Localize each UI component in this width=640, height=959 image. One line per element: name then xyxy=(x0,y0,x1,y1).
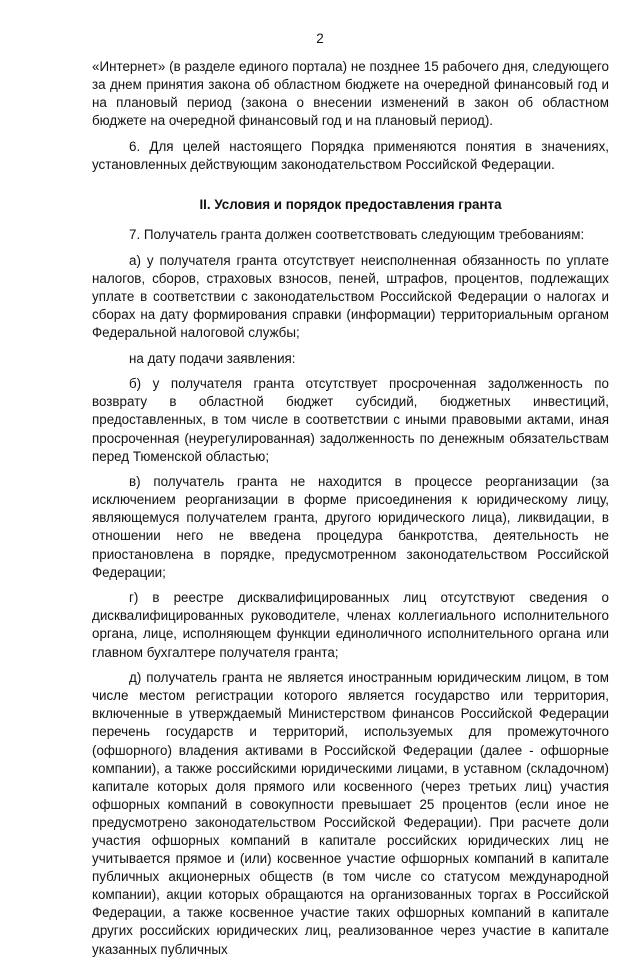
paragraph-internet-publication: «Интернет» (в разделе единого портала) не позднее 15 рабочего дня, следующего за днем принятия закона об областном бюджете на очередной финансовый год и на плановый период (закона о внесении изменений в закон об областном бюджете на очередной финансовый год и на плановый период). xyxy=(92,59,609,129)
paragraph-7a-taxes: а) у получателя гранта отсутствует неисполненная обязанность по уплате налогов, сборов, страховых взносов, пеней, штрафов, процентов, подлежащих уплате в соответствии с законодательством Российской Федерации о налогах и сборах на дату формирования справки (информации) территориальным органом Федеральной налоговой службы; xyxy=(92,252,609,341)
paragraph-7g-disqualified: г) в реестре дисквалифицированных лиц отсутствуют сведения о дисквалифицированных руководителе, членах коллегиального исполнительного органа, лице, исполняющем функции единоличного исполнительного органа или главном бухгалтере получателя гранта; xyxy=(92,590,609,660)
page-number: 2 xyxy=(316,31,324,46)
paragraph-6-definitions: 6. Для целей настоящего Порядка применяются понятия в значениях, установленных действующим законодательством Российской Федерации. xyxy=(92,138,609,172)
document-body xyxy=(92,58,609,959)
paragraph-application-date: на дату подачи заявления: xyxy=(129,350,296,366)
paragraph-7d-offshore: д) получатель гранта не является иностранным юридическим лицом, в том числе местом регистрации которого является государство или территория, включенные в утверждаемый Министерством финансов Российской Федерации перечень государств и территорий, используемых для промежуточного (офшорного) владения активами в Российской Федерации (далее - офшорные компании), а также российскими юридическими лицами, в уставном (складочном) капитале которых доля прямого или косвенного (через третьих лиц) участия офшорных компаний в совокупности превышает 25 процентов (если иное не предусмотрено законодательством Российской Федерации). При расчете доли участия офшорных компаний в капитале российских юридических лиц не учитывается прямое и (или) косвенное участие офшорных компаний в капитале публичных акционерных обществ (в том числе со статусом международной компании), акции которых обращаются на организованных торгах в Российской Федерации, а также косвенное участие таких офшорных компаний в капитале других российских юридических лиц, реализованное через участие в капитале указанных публичных xyxy=(92,670,609,957)
paragraph-7-requirements: 7. Получатель гранта должен соответствовать следующим требованиям: xyxy=(129,227,585,243)
paragraph-7v-reorganization: в) получатель гранта не находится в процессе реорганизации (за исключением реорганизации в форме присоединения к юридическому лицу, являющемуся получателем гранта, другого юридического лица), ликвидации, в отношении него не введена процедура банкротства, деятельность не приостановлена в порядке, предусмотренном законодательством Российской Федерации; xyxy=(92,474,609,580)
paragraph-7b-debt: б) у получателя гранта отсутствует просроченная задолженность по возврату в областной бюджет субсидий, бюджетных инвестиций, предоставленных, в том числе в соответствии с иными правовыми актами, иная просроченная (неурегулированная) задолженность по денежным обязательствам перед Тюменской областью; xyxy=(92,376,609,464)
section-heading: II. Условия и порядок предоставления гранта xyxy=(199,197,502,213)
